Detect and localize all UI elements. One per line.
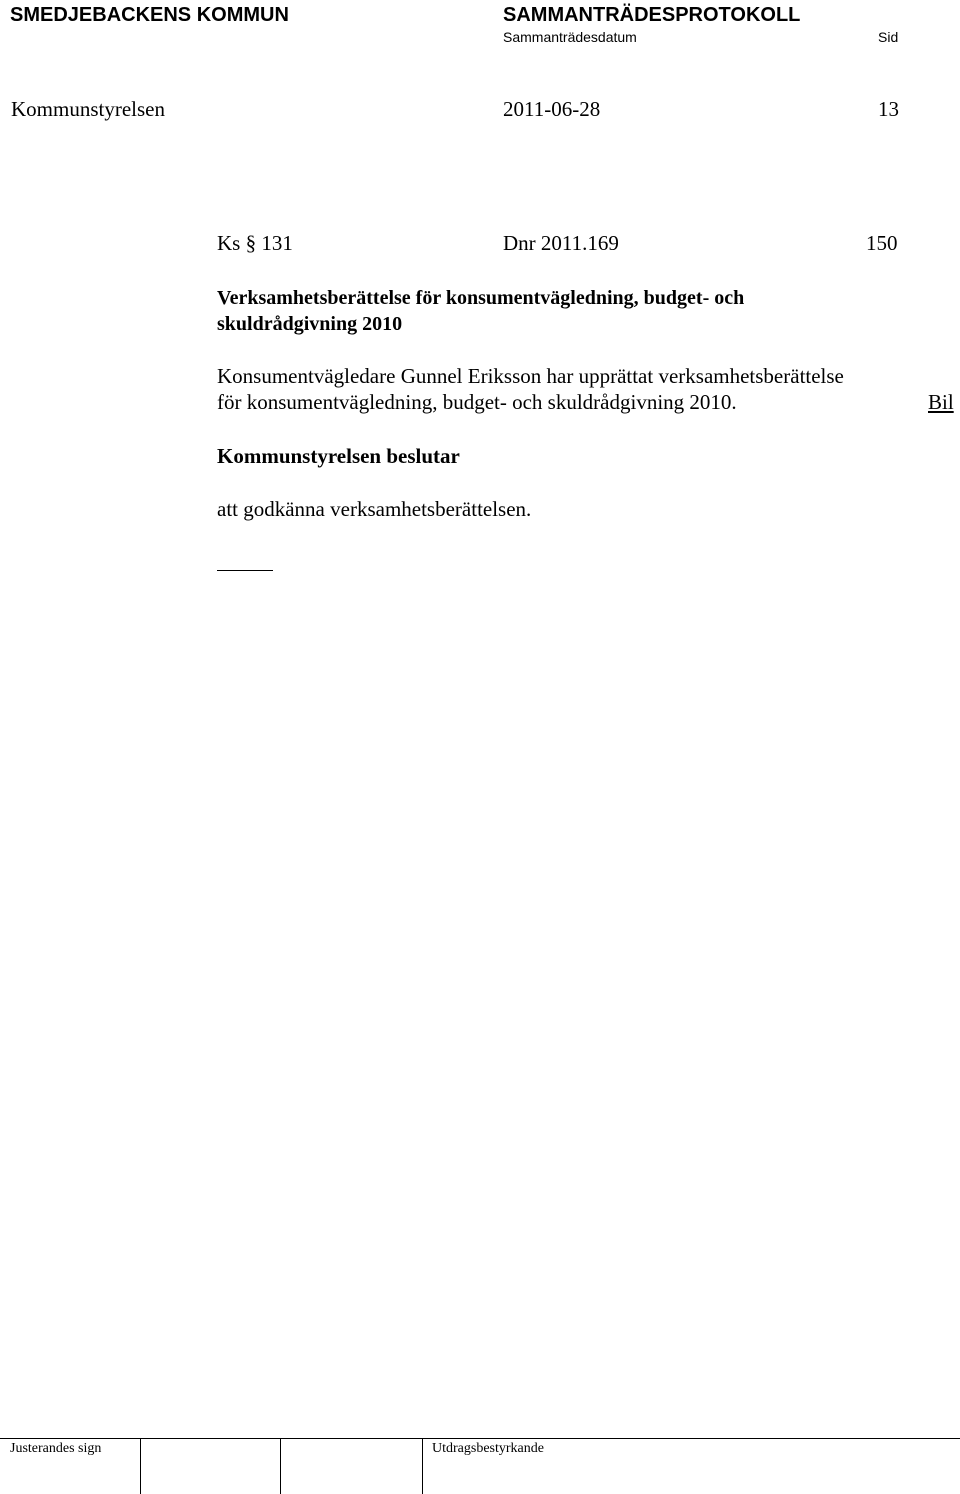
page-number: 13 (878, 97, 899, 121)
page-label: Sid (878, 29, 899, 45)
registration-code: 150 (866, 231, 898, 255)
document-type: SAMMANTRÄDESPROTOKOLL (503, 4, 801, 26)
meeting-date: 2011-06-28 (503, 97, 601, 121)
governing-body-name: Kommunstyrelsen (11, 97, 165, 121)
body-text-line: för konsumentvägledning, budget- och skuldrådgivning 2010. (217, 390, 737, 414)
paragraph-reference: Ks § 131 (217, 231, 293, 255)
signature-footer (0, 1438, 960, 1494)
signature-box-divider (140, 1438, 141, 1494)
registration-number: Dnr 2011.169 (503, 231, 619, 255)
meeting-date-label: Sammanträdesdatum (503, 29, 637, 45)
decision-text: att godkänna verksamhetsberättelsen. (217, 497, 532, 521)
extract-certification-label: Utdragsbestyrkande (432, 1441, 544, 1456)
footer-divider (0, 1438, 960, 1439)
decision-heading: Kommunstyrelsen beslutar (217, 444, 460, 468)
item-title: Verksamhetsberättelse för konsumentvägledning, budget- och skuldrådgivning 2010 (217, 287, 745, 335)
body-text-line: Konsumentvägledare Gunnel Eriksson har upprättat verksamhetsberättelse (217, 364, 844, 388)
signature-box-divider (280, 1438, 281, 1494)
end-divider (217, 570, 273, 571)
organization-name: SMEDJEBACKENS KOMMUN (10, 4, 289, 26)
signature-box-divider (422, 1438, 423, 1494)
attachment-link[interactable]: Bil (928, 390, 954, 414)
adjuster-sign-label: Justerandes sign (10, 1441, 102, 1456)
